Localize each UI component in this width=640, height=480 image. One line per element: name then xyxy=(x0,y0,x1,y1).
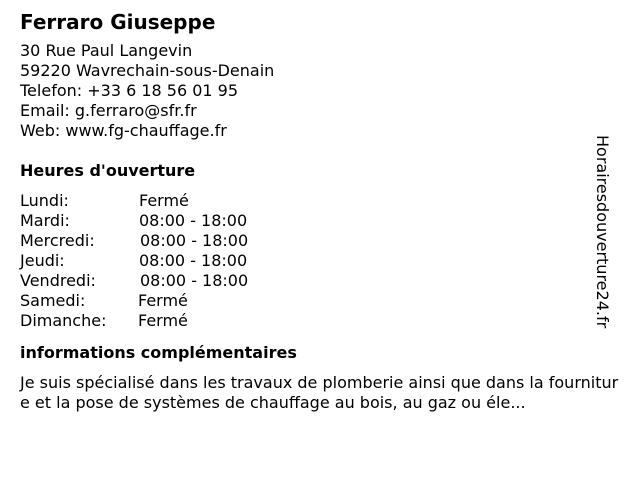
day-label: Mercredi: xyxy=(20,231,95,250)
hours-value: Fermé xyxy=(139,191,189,210)
hours-row-sunday xyxy=(20,311,620,331)
hours-value: 08:00 - 18:00 xyxy=(139,251,248,270)
site-watermark: Horairesdouverture24.fr xyxy=(593,135,612,329)
hours-value: 08:00 - 18:00 xyxy=(139,211,248,230)
info-description: Je suis spécialisé dans les travaux de plomberie ainsi que dans la fourniture et la pose de systèmes de chauffage au bois, au gaz ou éle... xyxy=(20,373,619,412)
info-heading: informations complémentaires xyxy=(20,343,297,362)
day-label: Lundi: xyxy=(20,191,69,210)
hours-row-wednesday xyxy=(20,231,620,251)
day-label: Dimanche: xyxy=(20,311,107,330)
opening-hours-table xyxy=(20,191,620,331)
day-label: Mardi: xyxy=(20,211,70,230)
hours-value: 08:00 - 18:00 xyxy=(140,231,249,250)
hours-value: 08:00 - 18:00 xyxy=(140,271,249,290)
website-link[interactable]: Web: www.fg-chauffage.fr xyxy=(20,121,227,140)
hours-row-friday xyxy=(20,271,620,291)
business-card xyxy=(20,8,620,413)
address-city: 59220 Wavrechain-sous-Denain xyxy=(20,61,275,80)
hours-value: Fermé xyxy=(138,311,188,330)
hours-row-thursday xyxy=(20,251,620,271)
business-name: Ferraro Giuseppe xyxy=(20,10,216,34)
contact-block xyxy=(20,41,620,141)
hours-row-tuesday xyxy=(20,211,620,231)
hours-row-saturday xyxy=(20,291,620,311)
hours-row-monday xyxy=(20,191,620,211)
hours-heading: Heures d'ouverture xyxy=(20,161,196,180)
day-label: Jeudi: xyxy=(20,251,65,270)
day-label: Samedi: xyxy=(20,291,86,310)
hours-value: Fermé xyxy=(138,291,188,310)
phone-number[interactable]: Telefon: +33 6 18 56 01 95 xyxy=(20,81,239,100)
email-address[interactable]: Email: g.ferraro@sfr.fr xyxy=(20,101,197,120)
address-street: 30 Rue Paul Langevin xyxy=(20,41,193,60)
day-label: Vendredi: xyxy=(20,271,96,290)
